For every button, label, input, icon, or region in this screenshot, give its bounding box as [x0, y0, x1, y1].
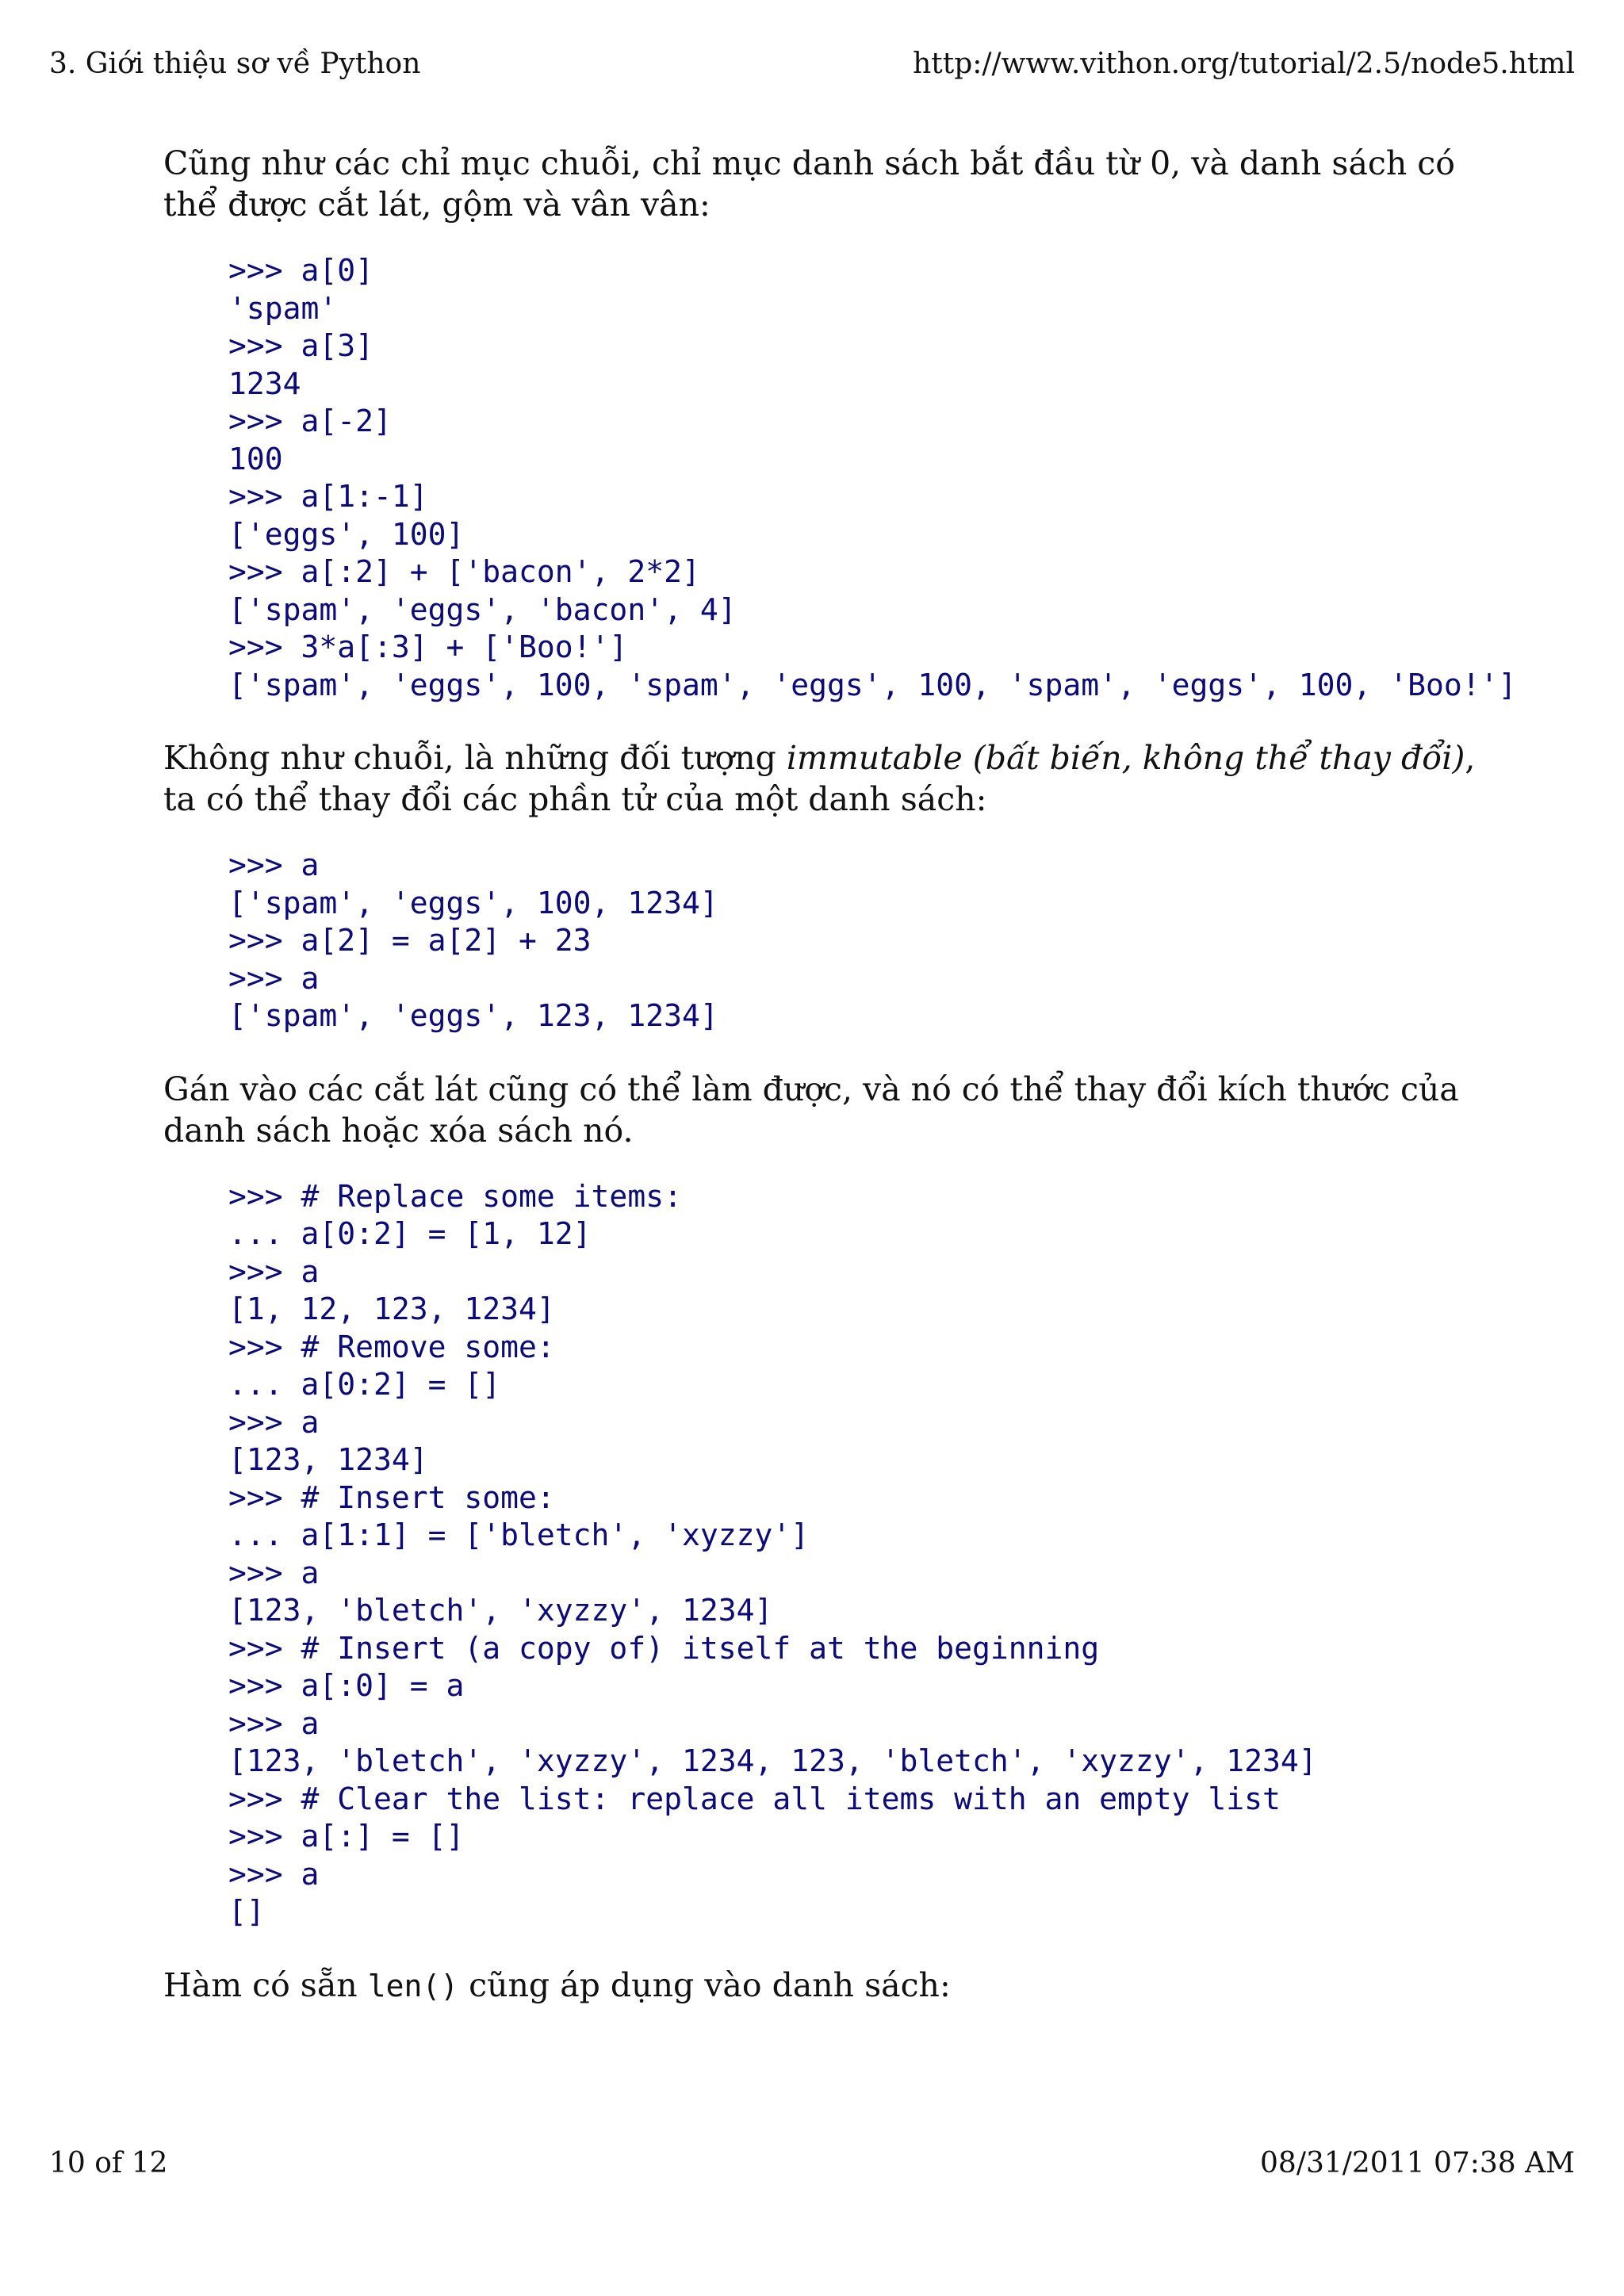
paragraph-mutable-lists	[163, 737, 1480, 820]
paragraph-slice-assignment: Gán vào các cắt lát cũng có thể làm được, và nó có thể thay đổi kích thước của danh sách hoặc xóa sách nó.	[163, 1070, 1459, 1150]
page-header	[49, 48, 1575, 80]
code-block-slice-assignment: >>> # Replace some items: ... a[0:2] = [1, 12] >>> a [1, 12, 123, 1234] >>> # Remove some: ... a[0:2] = [] >>> a [123, 1234] >>> # Insert some: ... a[1:1] = ['bletch', 'xyzzy'] >>> a [123, 'bletch', 'xyzzy', 1234] >>> # Insert (a copy of) itself at the beginning >>> a[:0] = a >>> a [123, 'bletch', 'xyzzy', 1234, 123, 'bletch', 'xyzzy', 1234] >>> # Clear the list: replace all items with an empty list >>> a[:] = [] >>> a []	[228, 1178, 1317, 1929]
page-url: http://www.vithon.org/tutorial/2.5/node5.html	[913, 48, 1575, 80]
paragraph-text: Không như chuỗi, là những đối tượng	[163, 739, 787, 777]
paragraph-len-function	[163, 1965, 1480, 2007]
page-indicator: 10 of 12	[49, 2147, 168, 2179]
paragraph-emphasis: immutable (bất biến, không thể thay đổi)	[786, 739, 1465, 777]
code-block-indexing: >>> a[0] 'spam' >>> a[3] 1234 >>> a[-2] 100 >>> a[1:-1] ['eggs', 100] >>> a[:2] + ['bacon', 2*2] ['spam', 'eggs', 'bacon', 4] >>> 3*a[:3] + ['Boo!'] ['spam', 'eggs', 100, 'spam', 'eggs', 100, 'spam', 'eggs', 100, 'Boo!']	[228, 253, 1517, 702]
code-block-item-assignment: >>> a ['spam', 'eggs', 100, 1234] >>> a[2] = a[2] + 23 >>> a ['spam', 'eggs', 123, 1234]	[228, 848, 718, 1033]
paragraph-text: , ta có thể thay đổi các phần tử của một danh sách:	[163, 739, 1476, 818]
paragraph-text: Hàm có sẵn	[163, 1965, 368, 2004]
page-footer	[49, 2147, 1575, 2179]
paragraph-text: cũng áp dụng vào danh sách:	[458, 1965, 951, 2004]
main-content	[163, 143, 1517, 2007]
page-title: 3. Giới thiệu sơ về Python	[49, 48, 421, 80]
inline-code-len: len()	[367, 1968, 459, 2003]
paragraph-list-indexing: Cũng như các chỉ mục chuỗi, chỉ mục danh sách bắt đầu từ 0, và danh sách có thể được cắt lát, gộm và vân vân:	[163, 144, 1455, 224]
print-timestamp: 08/31/2011 07:38 AM	[1260, 2147, 1575, 2179]
